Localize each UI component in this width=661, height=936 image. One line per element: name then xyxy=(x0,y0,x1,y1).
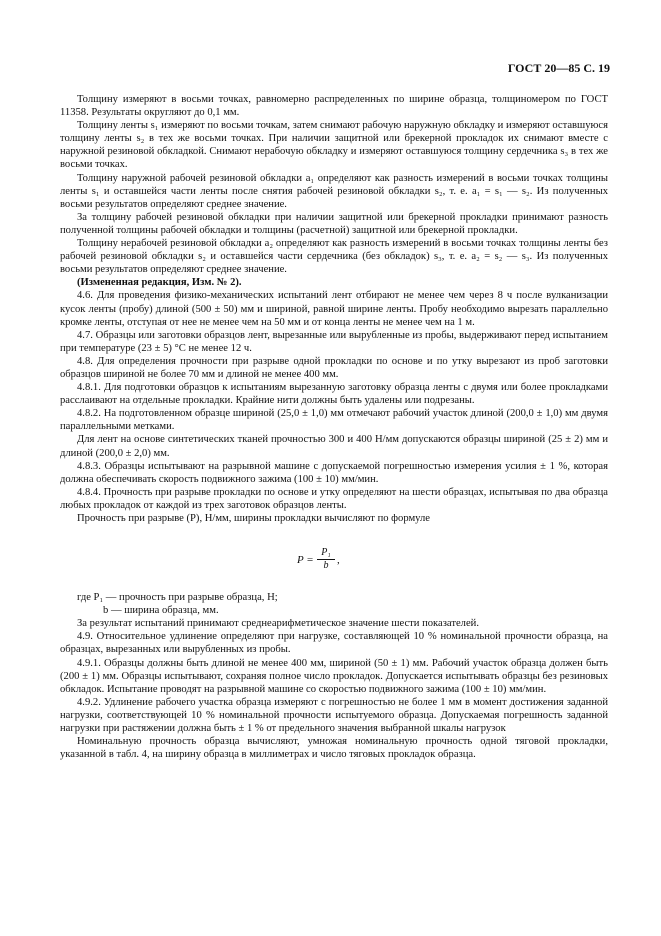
paragraph: 4.6. Для проведения физико-механических испытаний лент отбирают не менее чем через 8 ч после вулканизации кусок ленты (пробу) длиной (500 ± 50) мм и шириной, равной ширине ленты. Пробу необходимо вырезать параллельно кромке ленты, отступая от нее не менее чем на 50 мм и от конца ленты не менее чем на 1 м. xyxy=(60,290,608,328)
paragraph: 4.8.1. Для подготовки образцов к испытаниям вырезанную заготовку образца ленты с двумя или более прокладками расслаивают на отдельные прокладки. Крайние нити должны быть удалены или подрезаны. xyxy=(60,382,608,407)
formula-legend-line: где P₁ — прочность при разрыве образца, Н; xyxy=(77,592,278,604)
paragraph: Толщину ленты s₁ измеряют по восьми точкам, затем снимают рабочую наружную обкладку и измеряют оставшуюся толщину ленты s₂ в тех же восьми точках. При наличии защитной или брекерной прокладок их снимают вместе с наружной резиновой обкладкой. Снимают нерабочую обкладку и измеряют оставшуюся толщину сердечника s₃ в тех же восьми точках. xyxy=(60,120,608,171)
paragraph: 4.8. Для определения прочности при разрыве одной прокладки по основе и по утку вырезают из проб заготовки образцов шириной не более 70 мм и длиной не менее 400 мм. xyxy=(60,355,608,380)
formula-fraction xyxy=(317,547,335,572)
paragraph: За толщину рабочей резиновой обкладки при наличии защитной или брекерной прокладки принимают разность полученной толщины рабочей обкладки и толщины (расчетной) защитной или брекерной прокладки. xyxy=(60,211,608,236)
paragraph: 4.8.4. Прочность при разрыве прокладки по основе и утку определяют на шести образцах, испытывая по два образца любых прокладок от каждой из трех заготовок образцов ленты. xyxy=(60,486,608,511)
paragraph: 4.7. Образцы или заготовки образцов лент, вырезанные или вырубленные из пробы, выдерживают перед испытанием при температуре (23 ± 5) °С не менее 12 ч. xyxy=(60,329,608,354)
paragraph: Для лент на основе синтетических тканей прочностью 300 и 400 Н/мм допускаются образцы шириной (25 ± 2) мм и длиной (200,0 ± 2,0) мм. xyxy=(60,434,608,459)
amendment-note: (Измененная редакция, Изм. № 2). xyxy=(77,277,242,289)
paragraph: Номинальную прочность образца вычисляют, умножая номинальную прочность одной тяговой прокладки, указанной в табл. 4, на ширину образца в миллиметрах и число тяговых прокладок образца. xyxy=(60,736,608,761)
formula-denominator: b xyxy=(323,560,329,572)
formula-legend-line: b — ширина образца, мм. xyxy=(103,605,219,617)
paragraph: 4.9. Относительное удлинение определяют при нагрузке, составляющей 10 % номинальной прочности образца, на образцах, вырезанных или вырубленных из пробы. xyxy=(60,631,608,656)
paragraph: 4.8.3. Образцы испытывают на разрывной машине с допускаемой погрешностью измерения усилия ± 1 %, которая должна обеспечивать скорость подвижного зажима (100 ± 10) мм/мин. xyxy=(60,460,608,485)
page-header: ГОСТ 20—85 С. 19 xyxy=(507,61,610,75)
paragraph: Толщину измеряют в восьми точках, равномерно распределенных по ширине образца, толщиномером по ГОСТ 11358. Результаты округляют до 0,1 мм. xyxy=(60,94,608,119)
formula-comma: , xyxy=(337,554,340,567)
formula-lhs: P = xyxy=(297,554,314,567)
paragraph: 4.9.1. Образцы должны быть длиной не менее 400 мм, шириной (50 ± 1) мм. Рабочий участок образца должен быть (200 ± 1) мм. Образцы испытывают, сохраняя полное число прокладок. Допускается испытывать образцы без резиновых обкладок. Испытание проводят на разрывной машине со скоростью подвижного зажима (100 ± 10) мм/мин. xyxy=(60,657,608,695)
paragraph: 4.8.2. На подготовленном образце шириной (25,0 ± 1,0) мм отмечают рабочий участок длиной (200,0 ± 1,0) мм двумя параллельными метками. xyxy=(60,408,608,433)
formula-numerator: P₁ xyxy=(317,547,335,560)
paragraph: 4.9.2. Удлинение рабочего участка образца измеряют с погрешностью не более 1 мм в момент достижения заданной нагрузки, соответствующей 10 % номинальной прочности испытуемого образца. Допускаемая погрешность заданной нагрузки при растяжении должна быть ± 1 % от предельного значения выбранной шкалы нагрузок xyxy=(60,696,608,735)
document-body xyxy=(60,93,608,761)
paragraph: Прочность при разрыве (P), Н/мм, ширины прокладки вычисляют по формуле xyxy=(77,513,431,524)
paragraph: Толщину нерабочей резиновой обкладки a₂ определяют как разность измерений в восьми точках толщины ленты без рабочей резиновой обкладки s₂ и оставшейся части сердечника (без обкладок) s₃, т. е. a₂ = s₂ — s₃. Из полученных восьми результатов определяют среднее значение. xyxy=(60,238,608,276)
strength-formula xyxy=(60,547,608,573)
paragraph: Толщину наружной рабочей резиновой обкладки a₁ определяют как разность измерений в восьми точках толщины ленты s₁ и оставшейся части ленты после снятия рабочей резиновой обкладки s₂, т. е. a₁ = s₁ — s₂. Из полученных восьми результатов определяют среднее значение. xyxy=(60,172,608,210)
paragraph: За результат испытаний принимают среднеарифметическое значение шести показателей. xyxy=(77,618,479,630)
